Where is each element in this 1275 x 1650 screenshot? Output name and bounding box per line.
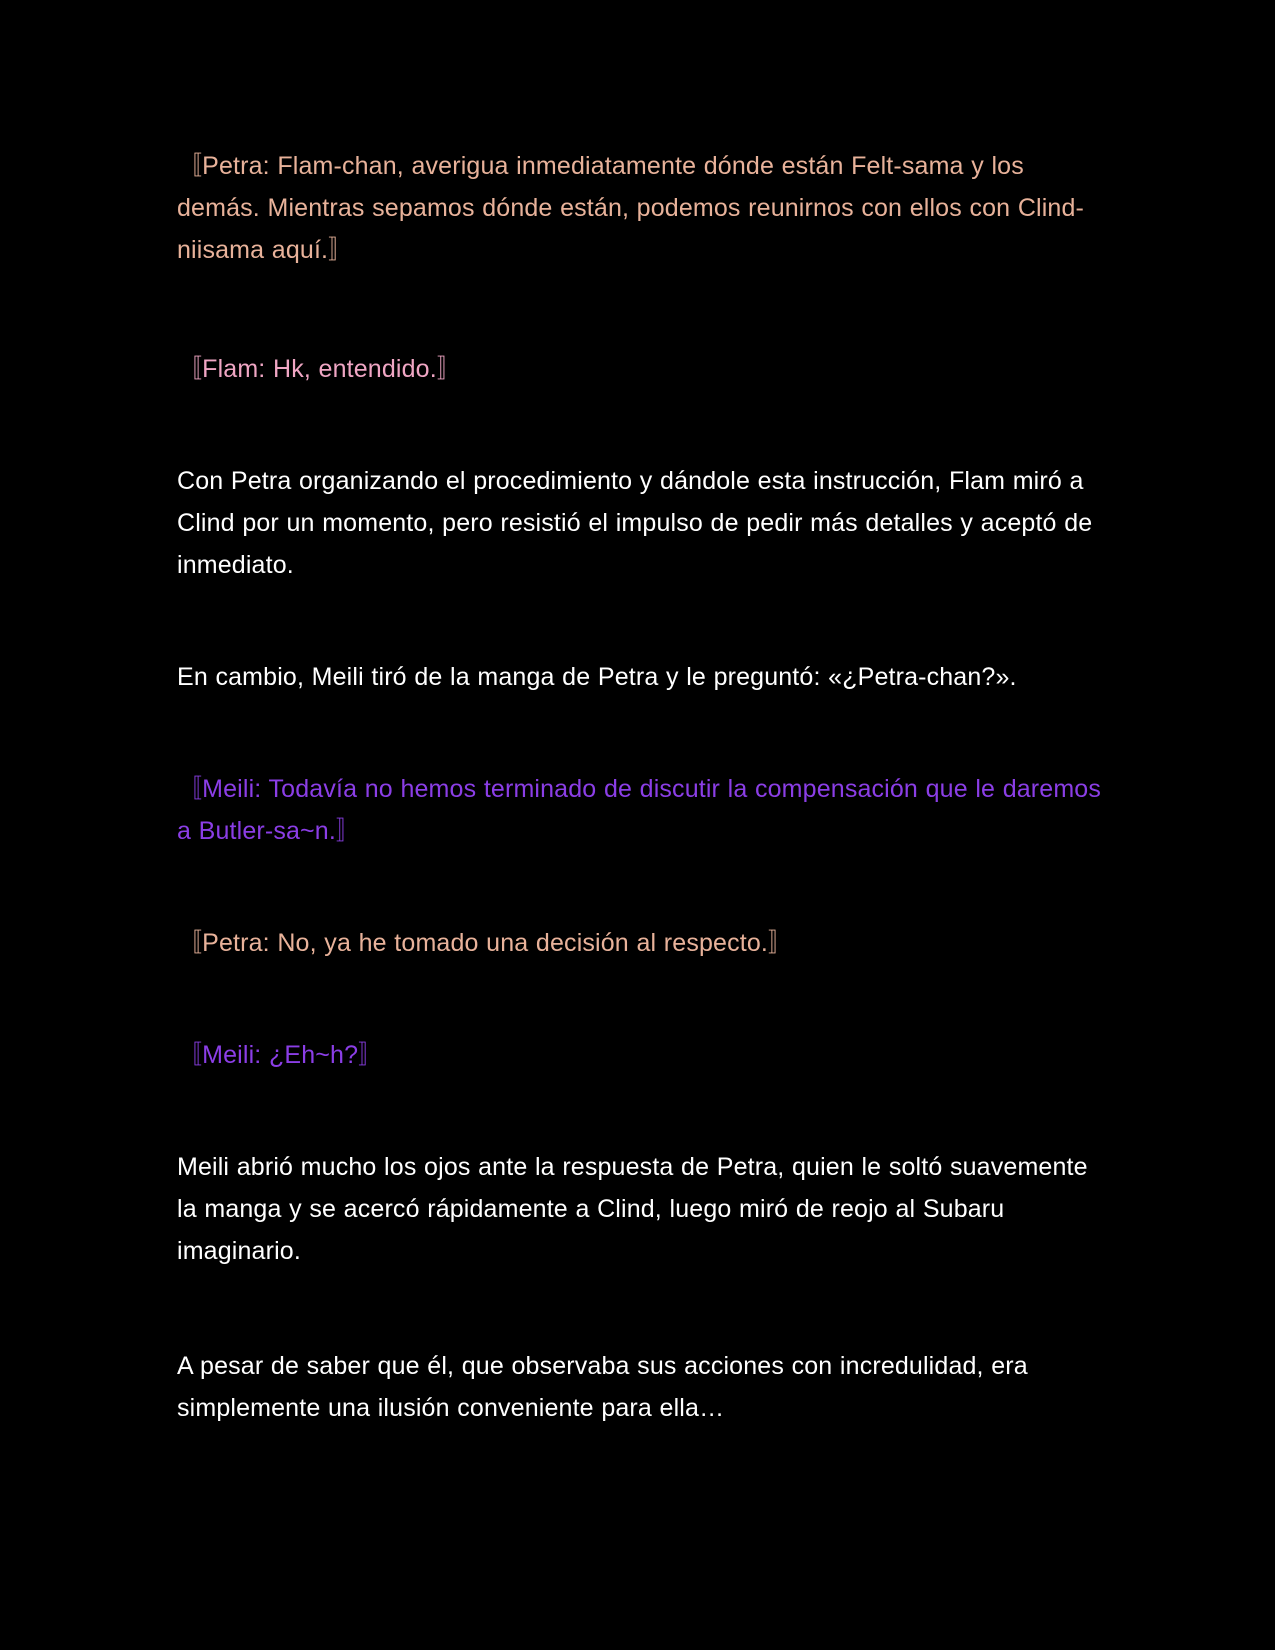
dialogue-meili: 〚Meili: ¿Eh~h?〛 bbox=[177, 1041, 384, 1069]
paragraph-gap bbox=[177, 1272, 1107, 1345]
narration-paragraph: Con Petra organizando el procedimiento y dándole esta instrucción, Flam miró a Clind por un momento, pero resistió el impulso de pedir más detalles y aceptó de inmediato. bbox=[177, 467, 1093, 579]
narration-paragraph: En cambio, Meili tiró de la manga de Petra y le preguntó: «¿Petra-chan?». bbox=[177, 663, 1017, 691]
paragraph-gap bbox=[177, 698, 1107, 768]
paragraph-gap bbox=[177, 852, 1107, 922]
paragraph-gap bbox=[177, 964, 1107, 1034]
novel-page bbox=[177, 145, 1107, 1429]
narration-paragraph: A pesar de saber que él, que observaba sus acciones con incredulidad, era simplemente una ilusión conveniente para ella… bbox=[177, 1352, 1028, 1422]
paragraph-gap bbox=[177, 271, 1107, 348]
dialogue-flam: 〚Flam: Hk, entendido.〛 bbox=[177, 355, 462, 383]
dialogue-petra: 〚Petra: Flam-chan, averigua inmediatamente dónde están Felt-sama y los demás. Mientras sepamos dónde están, podemos reunirnos con ellos con Clind-niisama aquí.〛 bbox=[177, 152, 1085, 264]
dialogue-petra: 〚Petra: No, ya he tomado una decisión al respecto.〛 bbox=[177, 929, 794, 957]
narration-paragraph: Meili abrió mucho los ojos ante la respuesta de Petra, quien le soltó suavemente la manga y se acercó rápidamente a Clind, luego miró de reojo al Subaru imaginario. bbox=[177, 1153, 1088, 1265]
paragraph-gap bbox=[177, 390, 1107, 460]
paragraph-gap bbox=[177, 586, 1107, 656]
dialogue-meili: 〚Meili: Todavía no hemos terminado de discutir la compensación que le daremos a Butler-sa~n.〛 bbox=[177, 775, 1102, 845]
paragraph-gap bbox=[177, 1076, 1107, 1146]
